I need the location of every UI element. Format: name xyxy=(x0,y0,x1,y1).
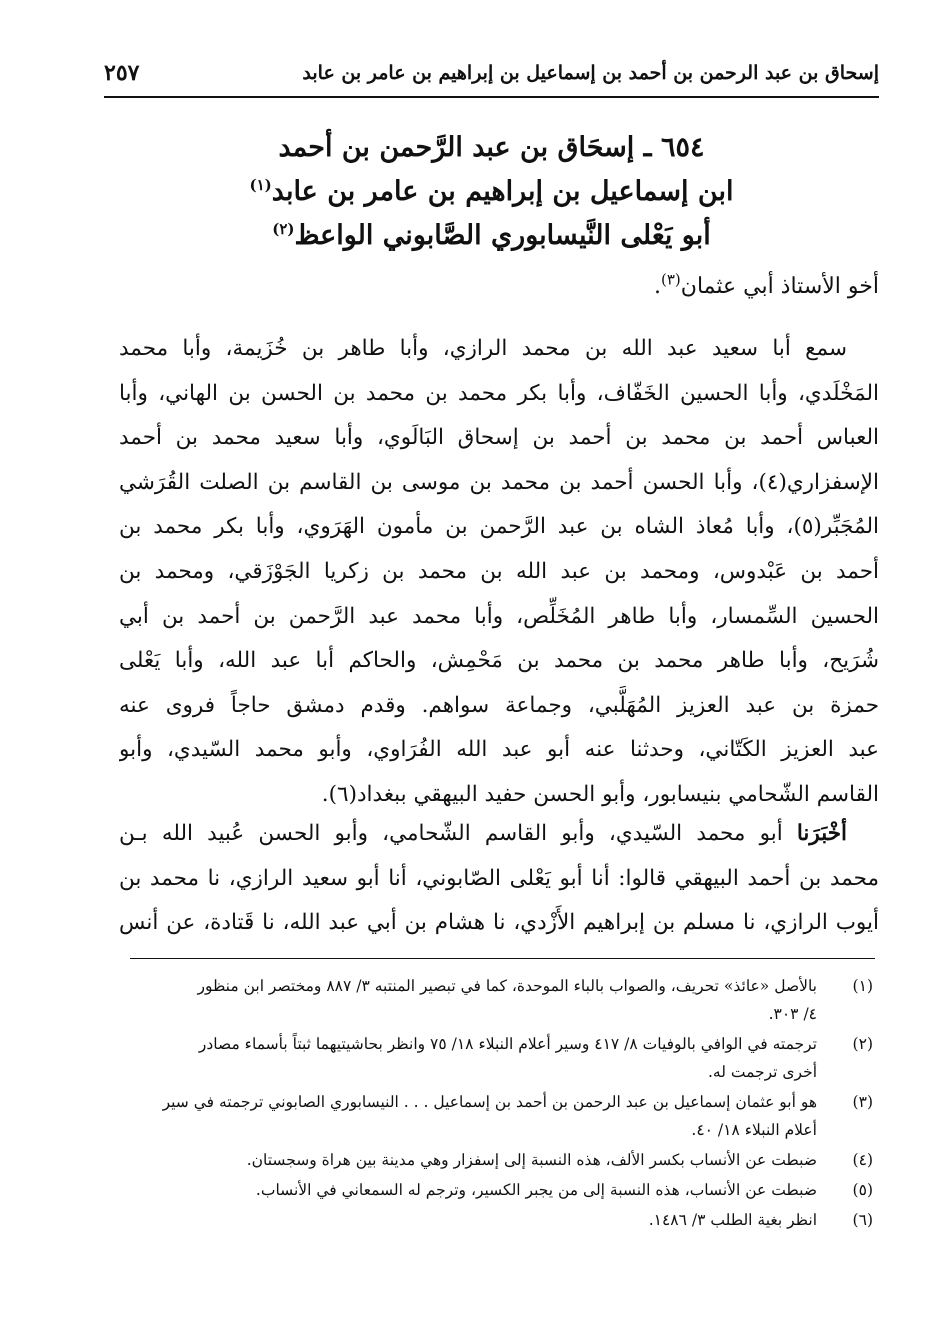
footnote xyxy=(119,1088,879,1144)
footnote-text xyxy=(119,972,817,1028)
footnote-line: هو أبو عثمان إسماعيل بن عبد الرحمن بن أحمد بن إسماعيل . . . النيسابوري الصابوني ترجمته في سير xyxy=(162,1093,817,1111)
body-paragraph-1-line: سمع أبا سعيد عبد الله بن محمد الرازي، وأبا طاهر بن خُزَيمة، وأبا محمد xyxy=(119,336,847,361)
entry-title xyxy=(104,126,879,258)
body-paragraph-1-line: القاسم الشّحامي بنيسابور، وأبو الحسن حفيد البيهقي ببغداد(٦). xyxy=(321,781,879,807)
footnote-ref-1: (١) xyxy=(249,176,272,194)
footnote-line: ضبطت عن الأنساب، هذه النسبة إلى من يجبر الكسير، وترجم له السمعاني في الأنساب. xyxy=(255,1181,817,1199)
body-paragraph-1-line: العباس أحمد بن محمد بن أحمد بن إسحاق البَالَوي، وأبا سعيد محمد بن أحمد xyxy=(119,425,879,451)
body-paragraph-2-line: محمد بن أحمد البيهقي قالوا: أنا أبو يَعْلى الصّابوني، أنا أبو سعيد الرازي، نا محمد بن xyxy=(119,865,879,891)
entry-title-line-1: ٦٥٤ ـ إسحَاق بن عبد الرَّحمن بن أحمد xyxy=(278,132,705,163)
footnote xyxy=(119,1030,879,1086)
footnote-line: أعلام النبلاء ١٨/ ٤٠. xyxy=(691,1121,817,1139)
body-paragraph-2 xyxy=(119,812,879,946)
body-paragraph-1-line: المَخْلَدي، وأبا الحسين الخَفّاف، وأبا بكر محمد بن محمد بن الحسن بن الهاني، وأبا xyxy=(119,380,879,406)
body-paragraph-1-line: شُرَيح، وأبا طاهر محمد بن محمد بن مَحْمِش، والحاكم أبا عبد الله، وأبا يَعْلى xyxy=(119,648,879,674)
footnote-number: (٣) xyxy=(852,1093,873,1111)
entry-title-line-2-text: ابن إسماعيل بن إبراهيم بن عامر بن عابد xyxy=(271,176,734,207)
footnote-line: أخرى ترجمت له. xyxy=(707,1063,817,1081)
entry-title-line-3-text: أبو يَعْلى النَّيسابوري الصَّابوني الواعظ xyxy=(294,220,711,251)
footnote-line: بالأصل «عائذ» تحريف، والصواب بالباء الموحدة، كما في تبصير المنتبه ٣/ ٨٨٧ ومختصر ابن منظور xyxy=(197,977,817,995)
body-paragraph-1-line: الحسين السِّمسار، وأبا طاهر المُخَلِّص، وأبا محمد عبد الرَّحمن بن أحمد بن أبي xyxy=(119,603,879,629)
footnote-ref-2: (٢) xyxy=(272,220,295,238)
footnote xyxy=(119,1146,879,1174)
lead-end: . xyxy=(654,274,661,299)
footnote-text xyxy=(119,1206,817,1234)
footnote-number: (٦) xyxy=(852,1211,873,1229)
body-paragraph-2-line: أيوب الرازي، نا مسلم بن إبراهيم الأَزْدي، نا هشام بن أبي عبد الله، نا قَتادة، عن أنس xyxy=(119,910,879,936)
footnote-text xyxy=(119,1176,817,1204)
footnote-ref-3: (٣) xyxy=(661,270,681,289)
footnote-text xyxy=(119,1088,817,1144)
page-header xyxy=(104,56,879,98)
body-paragraph-1-line: الإسفزاري(٤)، وأبا الحسن أحمد بن محمد بن موسى بن القاسم بن الصلت القُرَشي xyxy=(119,469,879,495)
footnote-text xyxy=(119,1030,817,1086)
body-paragraph-1 xyxy=(119,327,879,818)
page-number: ٢٥٧ xyxy=(104,60,140,86)
akhbarana-keyword: أخْبَرَنا xyxy=(796,821,847,846)
footnotes xyxy=(119,972,879,1236)
footnote xyxy=(119,972,879,1028)
footnote-line: انظر بغية الطلب ٣/ ١٤٨٦. xyxy=(648,1211,817,1229)
footnote-number: (٢) xyxy=(852,1035,873,1053)
footnote xyxy=(119,1206,879,1234)
body-paragraph-1-line: المُجَبِّر(٥)، وأبا مُعاذ الشاه بن عبد الرَّحمن بن مأمون الهَرَوي، وأبا بكر محمد بن xyxy=(119,514,879,540)
body-paragraph-1-line: حمزة بن عبد العزيز المُهَلَّبي، وجماعة سواهم. وقدم دمشق حاجاً فروى عنه xyxy=(119,692,879,718)
body-paragraph-1-line: أحمد بن عَبْدوس، ومحمد بن عبد الله بن محمد بن زكريا الجَوْزَقي، ومحمد بن xyxy=(119,558,879,584)
body-paragraph-2-text: أبو محمد السّيدي، وأبو القاسم الشّحامي، وأبو الحسن عُبيد الله بـن xyxy=(119,821,797,846)
footnote-number: (١) xyxy=(852,977,873,995)
entry-title-line-2 xyxy=(104,170,879,214)
entry-title-line-3 xyxy=(104,214,879,258)
footnote-line: ترجمته في الوافي بالوفيات ٨/ ٤١٧ وسير أعلام النبلاء ١٨/ ٧٥ وانظر بحاشيتيهما ثبتاً بأسماء مصادر xyxy=(198,1035,817,1053)
body-paragraph-1-line: عبد العزيز الكَتّاني، وحدثنا عنه أبو عبد الله الفُرَاوي، وأبو محمد السّيدي، وأبو xyxy=(119,737,879,763)
footnote-line: ضبطت عن الأنساب بكسر الألف، هذه النسبة إلى إسفزار وهي مدينة بين هراة وسجستان. xyxy=(246,1151,817,1169)
lead-text: أخو الأستاذ أبي عثمان xyxy=(680,274,879,299)
footnote-divider xyxy=(130,958,875,959)
lead-line xyxy=(119,268,879,306)
body-paragraph-2-line xyxy=(119,812,879,857)
footnote xyxy=(119,1176,879,1204)
footnote-text xyxy=(119,1146,817,1174)
footnote-line: ٤/ ٣٠٣. xyxy=(768,1005,817,1023)
footnote-number: (٥) xyxy=(852,1181,873,1199)
running-head: إسحاق بن عبد الرحمن بن أحمد بن إسماعيل بن إبراهيم بن عامر بن عابد xyxy=(302,62,879,84)
footnote-number: (٤) xyxy=(852,1151,873,1169)
